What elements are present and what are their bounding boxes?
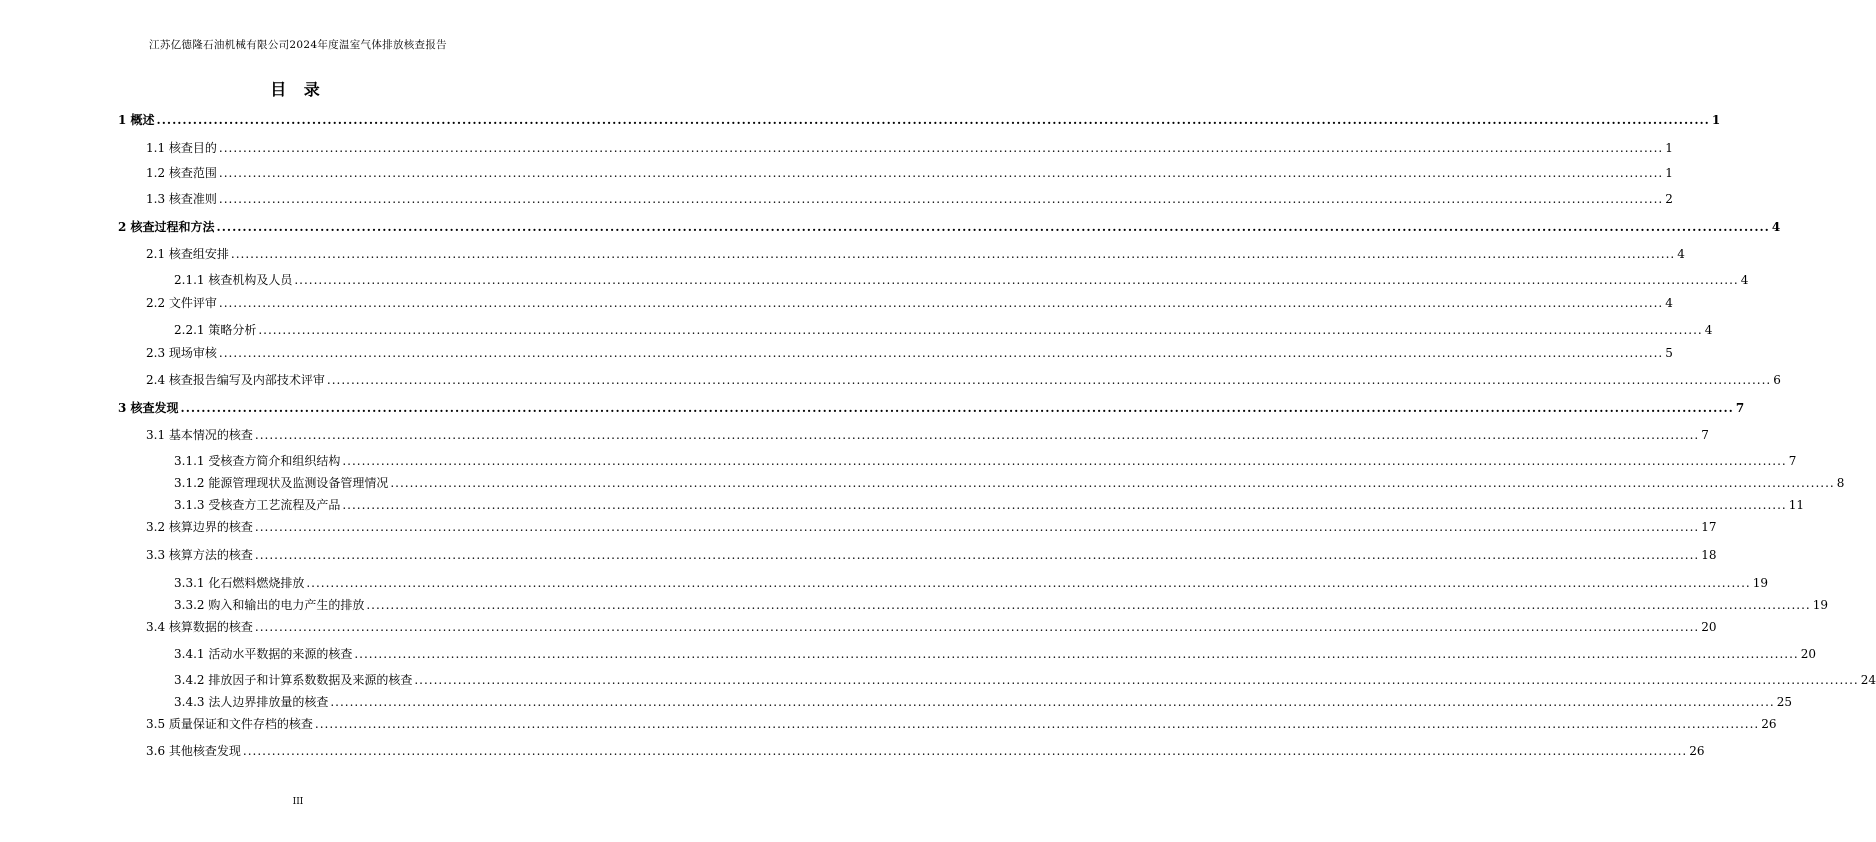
toc-page: 1 (1665, 166, 1673, 180)
toc-page: 4 (1677, 247, 1685, 261)
toc-label: 2.4 核查报告编写及内部技术评审 (146, 373, 325, 387)
toc-entry[interactable] (146, 344, 1673, 361)
running-header: 江苏亿德隆石油机械有限公司2024年度温室气体排放核查报告 (149, 39, 447, 51)
toc-label: 2 核查过程和方法 (118, 220, 215, 234)
toc-entry[interactable] (174, 452, 1797, 469)
toc-leader: ............................................................................................................................................................................................................................................................................................................ (254, 620, 1700, 634)
toc-page: 2 (1665, 192, 1673, 206)
toc-page: 26 (1761, 717, 1777, 731)
toc-label: 2.2.1 策略分析 (174, 323, 257, 337)
toc-label: 1.2 核查范围 (146, 166, 217, 180)
toc-entry[interactable] (118, 399, 1745, 416)
toc-label: 3.1.2 能源管理现状及监测设备管理情况 (174, 476, 389, 490)
toc-page: 19 (1752, 576, 1768, 590)
toc-label: 3.4.1 活动水平数据的来源的核查 (174, 647, 353, 661)
toc-entry[interactable] (174, 693, 1792, 710)
toc-entry[interactable] (174, 321, 1713, 338)
toc-entry[interactable] (174, 574, 1768, 591)
toc-entry[interactable] (174, 474, 1845, 491)
page-number: III (292, 797, 304, 807)
toc-label: 2.2 文件评审 (146, 296, 217, 310)
toc-page: 8 (1836, 476, 1845, 490)
toc-leader: ............................................................................................................................................................................................................................................................................................................ (330, 695, 1775, 709)
toc-entry[interactable] (146, 426, 1709, 443)
toc-page: 25 (1776, 695, 1792, 709)
toc-label: 1.1 核查目的 (146, 141, 217, 155)
toc-label: 2.1.1 核查机构及人员 (174, 273, 293, 287)
toc-leader: ............................................................................................................................................................................................................................................................................................................ (218, 166, 1664, 180)
toc-page: 20 (1800, 647, 1816, 661)
toc-label: 3.5 质量保证和文件存档的核查 (146, 717, 313, 731)
toc-leader: ............................................................................................................................................................................................................................................................................................................ (242, 744, 1688, 758)
toc-leader: ............................................................................................................................................................................................................................................................................................................ (314, 717, 1760, 731)
toc-entry[interactable] (146, 190, 1673, 207)
toc-leader: ............................................................................................................................................................................................................................................................................................................ (218, 141, 1664, 155)
toc-label: 3.3.2 购入和输出的电力产生的排放 (174, 598, 365, 612)
toc-entry[interactable] (146, 618, 1717, 635)
toc-page: 5 (1665, 346, 1673, 360)
toc-leader: ............................................................................................................................................................................................................................................................................................................ (218, 346, 1664, 360)
toc-leader: ............................................................................................................................................................................................................................................................................................................ (306, 576, 1751, 590)
toc-leader: ............................................................................................................................................................................................................................................................................................................ (218, 192, 1664, 206)
toc-label: 2.1 核查组安排 (146, 247, 229, 261)
toc-page: 20 (1701, 620, 1717, 634)
toc-label: 3.3 核算方法的核查 (146, 548, 253, 562)
toc-label: 3.4.2 排放因子和计算系数数据及来源的核查 (174, 673, 413, 687)
toc-leader: ............................................................................................................................................................................................................................................................................................................ (326, 373, 1772, 387)
toc-leader: ............................................................................................................................................................................................................................................................................................................ (294, 273, 1739, 287)
toc-page: 4 (1704, 323, 1713, 337)
toc-entry[interactable] (146, 245, 1685, 262)
toc-entry[interactable] (174, 645, 1816, 662)
toc-page: 7 (1788, 454, 1797, 468)
toc-page: 26 (1689, 744, 1705, 758)
toc-leader: ............................................................................................................................................................................................................................................................................................................ (342, 498, 1787, 512)
toc-page: 1 (1711, 113, 1721, 127)
toc-entry[interactable] (174, 671, 1876, 688)
toc-leader: ............................................................................................................................................................................................................................................................................................................ (156, 113, 1710, 127)
toc-leader: ............................................................................................................................................................................................................................................................................................................ (258, 323, 1703, 337)
toc-label: 1 概述 (118, 113, 155, 127)
toc-entry[interactable] (146, 294, 1673, 311)
toc-page: 7 (1735, 401, 1745, 415)
toc-entry[interactable] (118, 111, 1721, 128)
toc-page: 18 (1701, 548, 1717, 562)
toc-entry[interactable] (146, 546, 1717, 563)
toc-label: 2.3 现场审核 (146, 346, 217, 360)
toc-title: 目 录 (270, 80, 326, 99)
toc-label: 3 核查发现 (118, 401, 179, 415)
toc-entry[interactable] (146, 139, 1673, 156)
toc-page: 4 (1740, 273, 1749, 287)
toc-entry[interactable] (146, 742, 1705, 759)
toc-leader: ............................................................................................................................................................................................................................................................................................................ (254, 428, 1700, 442)
toc-leader: ............................................................................................................................................................................................................................................................................................................ (180, 401, 1734, 415)
toc-leader: ............................................................................................................................................................................................................................................................................................................ (366, 598, 1811, 612)
toc-page: 4 (1771, 220, 1781, 234)
toc-entry[interactable] (174, 596, 1828, 613)
toc-label: 3.6 其他核查发现 (146, 744, 241, 758)
toc-entry[interactable] (174, 271, 1749, 288)
toc-leader: ............................................................................................................................................................................................................................................................................................................ (254, 548, 1700, 562)
toc-entry[interactable] (146, 715, 1777, 732)
toc-page: 19 (1812, 598, 1828, 612)
toc-page: 17 (1701, 520, 1717, 534)
toc-leader: ............................................................................................................................................................................................................................................................................................................ (230, 247, 1676, 261)
toc-leader: ............................................................................................................................................................................................................................................................................................................ (216, 220, 1770, 234)
toc-label: 3.4.3 法人边界排放量的核查 (174, 695, 329, 709)
toc-label: 3.2 核算边界的核查 (146, 520, 253, 534)
toc-label: 3.3.1 化石燃料燃烧排放 (174, 576, 305, 590)
toc-page: 11 (1788, 498, 1804, 512)
toc-leader: ............................................................................................................................................................................................................................................................................................................ (254, 520, 1700, 534)
toc-leader: ............................................................................................................................................................................................................................................................................................................ (218, 296, 1664, 310)
toc-entry[interactable] (174, 496, 1804, 513)
toc-entry[interactable] (146, 164, 1673, 181)
toc-label: 3.1.3 受核查方工艺流程及产品 (174, 498, 341, 512)
toc-leader: ............................................................................................................................................................................................................................................................................................................ (414, 673, 1859, 687)
toc-leader: ............................................................................................................................................................................................................................................................................................................ (354, 647, 1799, 661)
toc-label: 3.1.1 受核查方简介和组织结构 (174, 454, 341, 468)
toc-label: 3.1 基本情况的核查 (146, 428, 253, 442)
toc-page: 1 (1665, 141, 1673, 155)
toc-entry[interactable] (146, 518, 1717, 535)
toc-entry[interactable] (118, 218, 1781, 235)
toc-page: 24 (1860, 673, 1876, 687)
toc-label: 1.3 核查准则 (146, 192, 217, 206)
toc-entry[interactable] (146, 371, 1781, 388)
toc-page: 6 (1773, 373, 1781, 387)
toc-page: 7 (1701, 428, 1709, 442)
toc-page: 4 (1665, 296, 1673, 310)
toc-label: 3.4 核算数据的核查 (146, 620, 253, 634)
toc-leader: ............................................................................................................................................................................................................................................................................................................ (390, 476, 1835, 490)
toc-leader: ............................................................................................................................................................................................................................................................................................................ (342, 454, 1787, 468)
